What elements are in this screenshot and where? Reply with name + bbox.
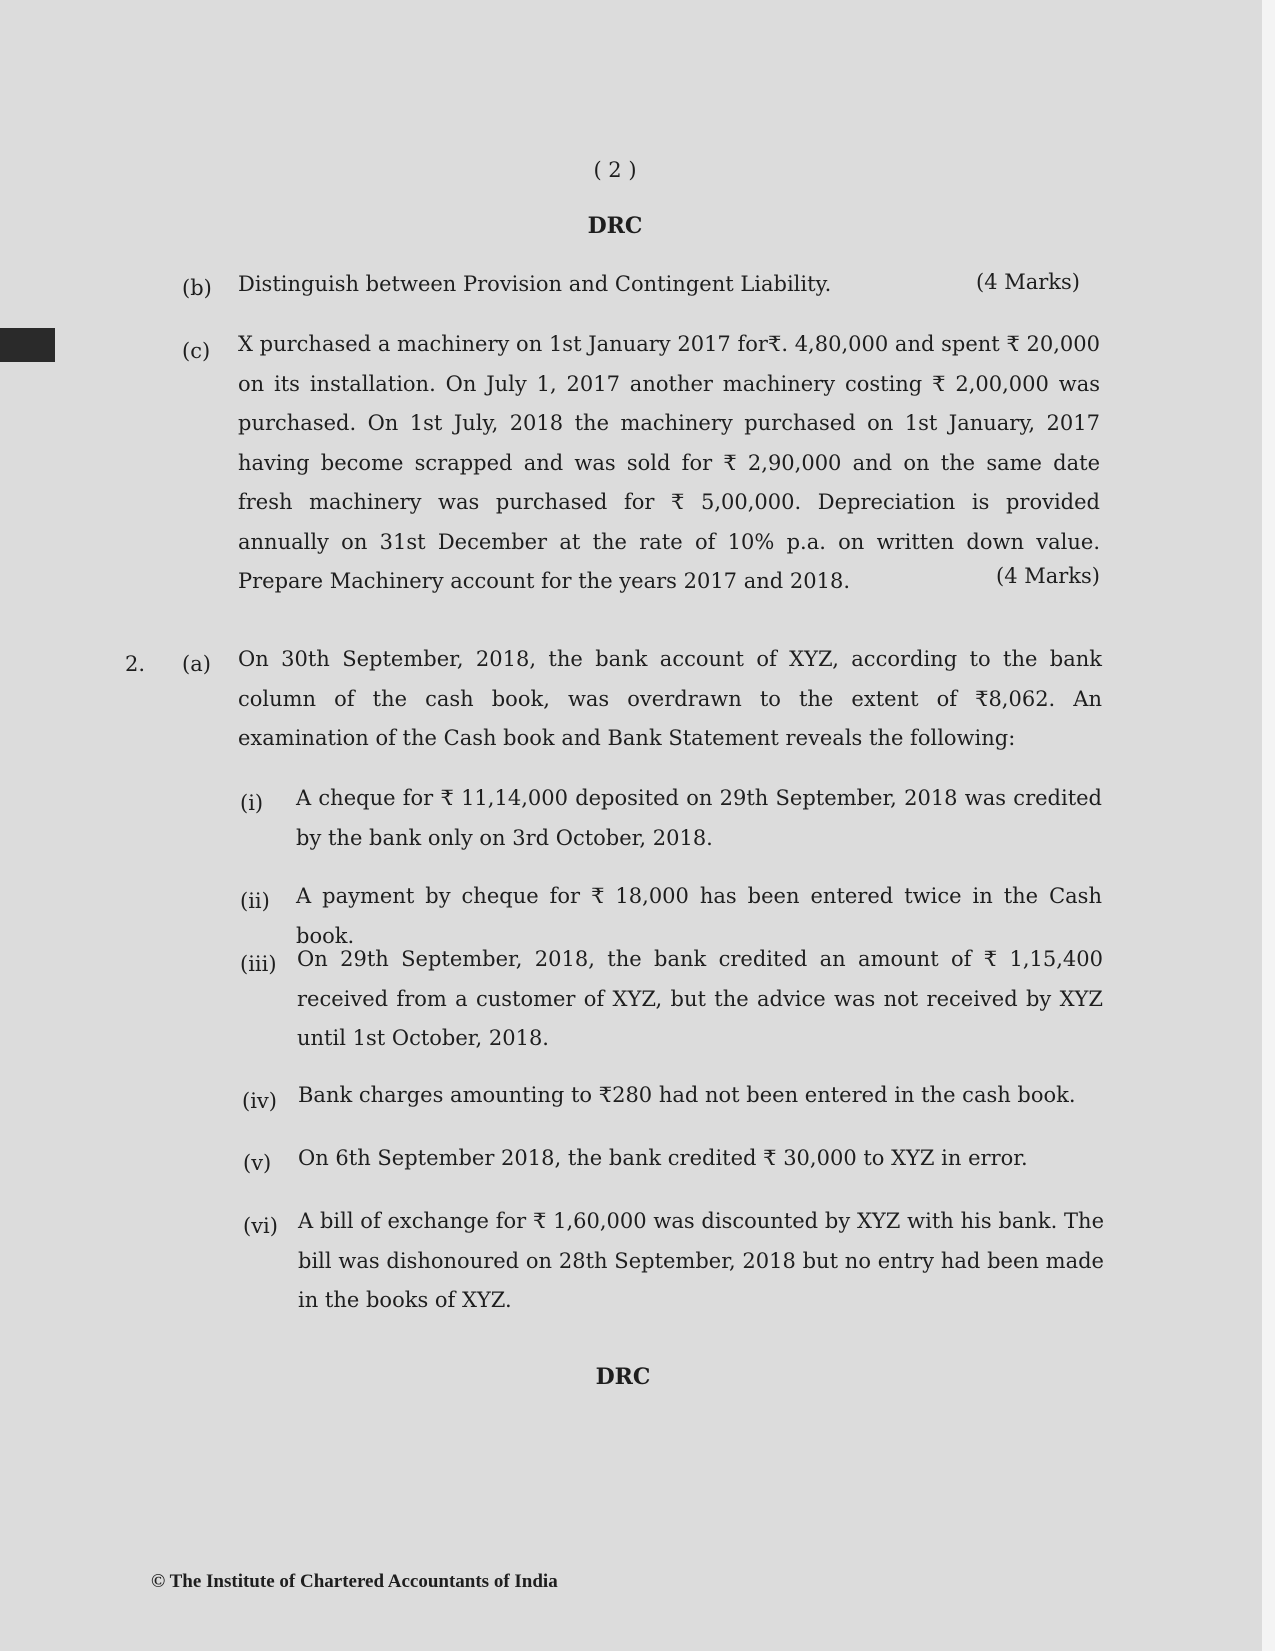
q2-a-item-label: (iii) bbox=[240, 952, 277, 976]
q2-a-item-text: A payment by cheque for ₹ 18,000 has been entered twice in the Cash book. bbox=[296, 884, 1102, 948]
q2-a-item-text: A cheque for ₹ 11,14,000 deposited on 29th September, 2018 was credited by the bank only on 3rd October, 2018. bbox=[296, 786, 1102, 850]
q2-a-item-label: (vi) bbox=[243, 1214, 278, 1238]
q2-a-label: (a) bbox=[182, 652, 211, 676]
q2-a-item-label: (i) bbox=[240, 791, 264, 815]
q2-number: 2. bbox=[125, 652, 146, 676]
q2-a-item-label: (v) bbox=[243, 1151, 272, 1175]
page-margin bbox=[1262, 0, 1275, 1651]
page-number: ( 2 ) bbox=[593, 158, 637, 182]
copyright-text: © The Institute of Chartered Accountants of India bbox=[151, 1571, 558, 1592]
q1-b-text: Distinguish between Provision and Contingent Liability. bbox=[238, 272, 832, 296]
q1-c-text: X purchased a machinery on 1st January 2017 for₹. 4,80,000 and spent ₹ 20,000 on its installation. On July 1, 2017 another machinery costing ₹ 2,00,000 was purchased. On 1st July, 2018 the machinery purchased on 1st January, 2017 having become scrapped and was sold for ₹ 2,90,000 and on the same date fresh machinery was purchased for ₹ 5,00,000. Depreciation is provided annually on 31st December at the rate of 10% p.a. on written down value. Prepare Machinery account for the years 2017 and 2018. bbox=[238, 332, 1100, 593]
q2-a-item-text: On 6th September 2018, the bank credited ₹ 30,000 to XYZ in error. bbox=[298, 1146, 1028, 1170]
q1-b-marks: (4 Marks) bbox=[976, 270, 1080, 294]
footer-code: DRC bbox=[595, 1364, 651, 1390]
q1-c-marks: (4 Marks) bbox=[996, 564, 1100, 588]
q2-a-item-text: A bill of exchange for ₹ 1,60,000 was discounted by XYZ with his bank. The bill was dishonoured on 28th September, 2018 but no entry had been made in the books of XYZ. bbox=[298, 1209, 1104, 1312]
header-code: DRC bbox=[587, 213, 643, 239]
q2-a-item-label: (ii) bbox=[240, 889, 270, 913]
q1-b-label: (b) bbox=[182, 276, 212, 300]
binding-tab-mark bbox=[0, 328, 55, 362]
q2-a-item-label: (iv) bbox=[242, 1089, 277, 1113]
q2-a-item-text: Bank charges amounting to ₹280 had not been entered in the cash book. bbox=[298, 1083, 1076, 1107]
q2-a-item-text: On 29th September, 2018, the bank credited an amount of ₹ 1,15,400 received from a customer of XYZ, but the advice was not received by XYZ until 1st October, 2018. bbox=[297, 947, 1103, 1050]
q1-c-label: (c) bbox=[182, 339, 211, 363]
q2-a-text: On 30th September, 2018, the bank account of XYZ, according to the bank column of the cash book, was overdrawn to the extent of ₹8,062. An examination of the Cash book and Bank Statement reveals the following: bbox=[238, 647, 1102, 750]
